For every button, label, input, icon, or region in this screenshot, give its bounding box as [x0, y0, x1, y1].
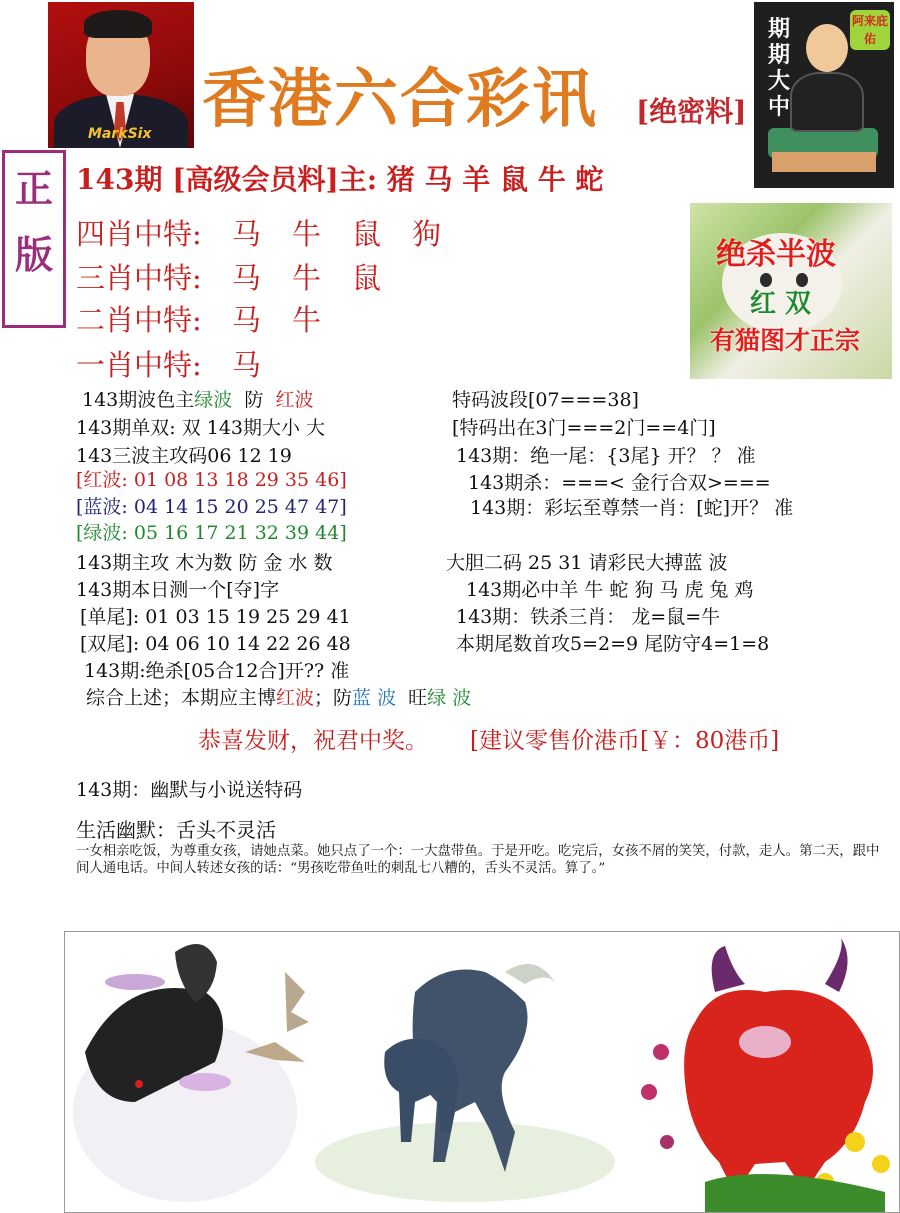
- goat-illustration: [311, 932, 621, 1213]
- marksix-logo: MarkSix: [88, 126, 152, 142]
- zodiac-item: 狗: [412, 217, 442, 251]
- rabbit-illustration: [73, 944, 309, 1202]
- wave-main: 绿波: [194, 389, 233, 411]
- stamp-char-2: 版: [14, 232, 53, 277]
- single-tail-line: [单尾]: 01 03 15 19 25 29 41: [80, 606, 351, 628]
- odd-even-line: 143期单双: 双 143期大小 大: [76, 417, 326, 439]
- daily-word-line: 143期本日测一个[夺]字: [76, 579, 280, 601]
- zodiac-row-label: 四肖中特:: [76, 217, 202, 251]
- ox-illustration: [641, 938, 890, 1213]
- joke-heading: 143期：幽默与小说送特码: [76, 779, 303, 801]
- zodiac-item: 马: [232, 303, 262, 337]
- summary-red: 红波: [276, 687, 315, 709]
- kill-line: 143期:绝杀[05合12合]开?? 准: [84, 660, 350, 682]
- forbidden-line: 143期：彩坛至尊禁一肖：[蛇]开？ 准: [470, 497, 794, 519]
- price-text: [建议零售价港币[￥：80港币]: [470, 728, 780, 754]
- portrait-photo: [48, 2, 194, 148]
- wave-mid: 防: [232, 389, 276, 411]
- mascot-head: [806, 24, 848, 72]
- two-codes-line: 大胆二码 25 31 请彩民大搏蓝 波: [446, 552, 728, 574]
- zodiac-row-label: 二肖中特:: [76, 303, 202, 337]
- special-range-line: 特码波段[07===38]: [452, 389, 639, 411]
- summary-blue: 蓝 波: [352, 687, 397, 709]
- page-title: 香港六合彩讯: [202, 62, 598, 137]
- summary-green: 绿 波: [427, 687, 472, 709]
- wish-text: 恭喜发财，祝君中奖。: [198, 728, 428, 754]
- wave-guard: 红波: [275, 389, 314, 411]
- double-tail-line: [双尾]: 04 06 10 14 22 26 48: [80, 633, 351, 655]
- one-tail-line: 143期：绝一尾：{3尾} 开？ ？ 准: [456, 445, 756, 467]
- joke-title: 生活幽默：舌头不灵活: [76, 818, 276, 842]
- summary-prefix: 综合上述；本期应主博: [86, 687, 277, 709]
- zodiac-row-4: [76, 212, 472, 253]
- blue-wave-line: [蓝波: 04 14 15 20 25 47 47]: [76, 496, 347, 518]
- zodiac-item: 牛: [292, 303, 322, 337]
- promo-line-2: 红 双: [750, 289, 812, 319]
- mascot-photo: [754, 2, 894, 188]
- joke-body: 一女相亲吃饭，为尊重女孩，请她点菜。她只点了一个：一大盘带鱼。于是开吃。吃完后，女孩不屑的笑笑，付款，走人。第二天，跟中间人通电话。中间人转述女孩的话：“男孩吃带鱼吐的刺乱七八糟的，舌头不灵活。算了。”: [76, 844, 880, 876]
- special-doors-line: [特码出在3门===2门==4门]: [452, 417, 716, 439]
- zodiac-item: 马: [232, 261, 262, 295]
- mascot-table: [772, 152, 876, 172]
- stamp-char-1: 正: [14, 166, 53, 211]
- promo-line-1: 绝杀半波: [716, 237, 836, 272]
- zodiac-item: 鼠: [352, 261, 382, 295]
- mascot-tag: 阿来庇佑: [850, 10, 890, 50]
- three-wave-line: 143三波主攻码06 12 19: [76, 445, 292, 467]
- zodiac-item: 马: [232, 348, 262, 382]
- gallery-art: [65, 932, 900, 1213]
- zodiac-item: 鼠: [352, 217, 382, 251]
- zodiac-item: 牛: [292, 261, 322, 295]
- must-hit-line: 143期必中羊 牛 蛇 狗 马 虎 兔 鸡: [466, 579, 754, 601]
- green-wave-line: [绿波: 05 16 17 21 32 39 44]: [76, 522, 347, 544]
- summary-mid: ；防: [314, 687, 353, 709]
- tail-numbers-line: 本期尾数首攻5=2=9 尾防守4=1=8: [456, 633, 770, 655]
- zodiac-row-label: 一肖中特:: [76, 348, 202, 382]
- zodiac-item: 牛: [292, 217, 322, 251]
- summary-mid2: 旺: [396, 687, 428, 709]
- portrait-hair: [84, 10, 152, 38]
- elements-line: 143期主攻 木为数 防 金 水 数: [76, 552, 333, 574]
- authentic-stamp: [2, 150, 66, 328]
- page-subtitle: [绝密料]: [636, 95, 747, 128]
- wave-color-line: [82, 388, 313, 412]
- promo-cat-box: [690, 203, 892, 379]
- zodiac-item: 马: [232, 217, 262, 251]
- main-prediction: 143期 [高级会员料]主: 猪 马 羊 鼠 牛 蛇: [76, 163, 604, 196]
- zodiac-row-3: [76, 256, 412, 297]
- red-wave-line: [红波: 01 08 13 18 29 35 46]: [76, 469, 347, 491]
- summary-line: [86, 686, 471, 710]
- zodiac-row-1: [76, 343, 292, 384]
- iron-kill-line: 143期：铁杀三肖： 龙=鼠=牛: [456, 606, 721, 628]
- zodiac-gallery: [64, 931, 900, 1213]
- promo-line-3: 有猫图才正宗: [710, 326, 861, 355]
- zodiac-row-label: 三肖中特:: [76, 261, 202, 295]
- mascot-caption: 期期大中: [768, 16, 791, 120]
- kill-combo-line: 143期杀：===< 金行合双>===: [468, 472, 771, 494]
- zodiac-row-2: [76, 298, 352, 339]
- wave-prefix: 143期波色主: [82, 389, 195, 411]
- mascot-body: [790, 72, 864, 132]
